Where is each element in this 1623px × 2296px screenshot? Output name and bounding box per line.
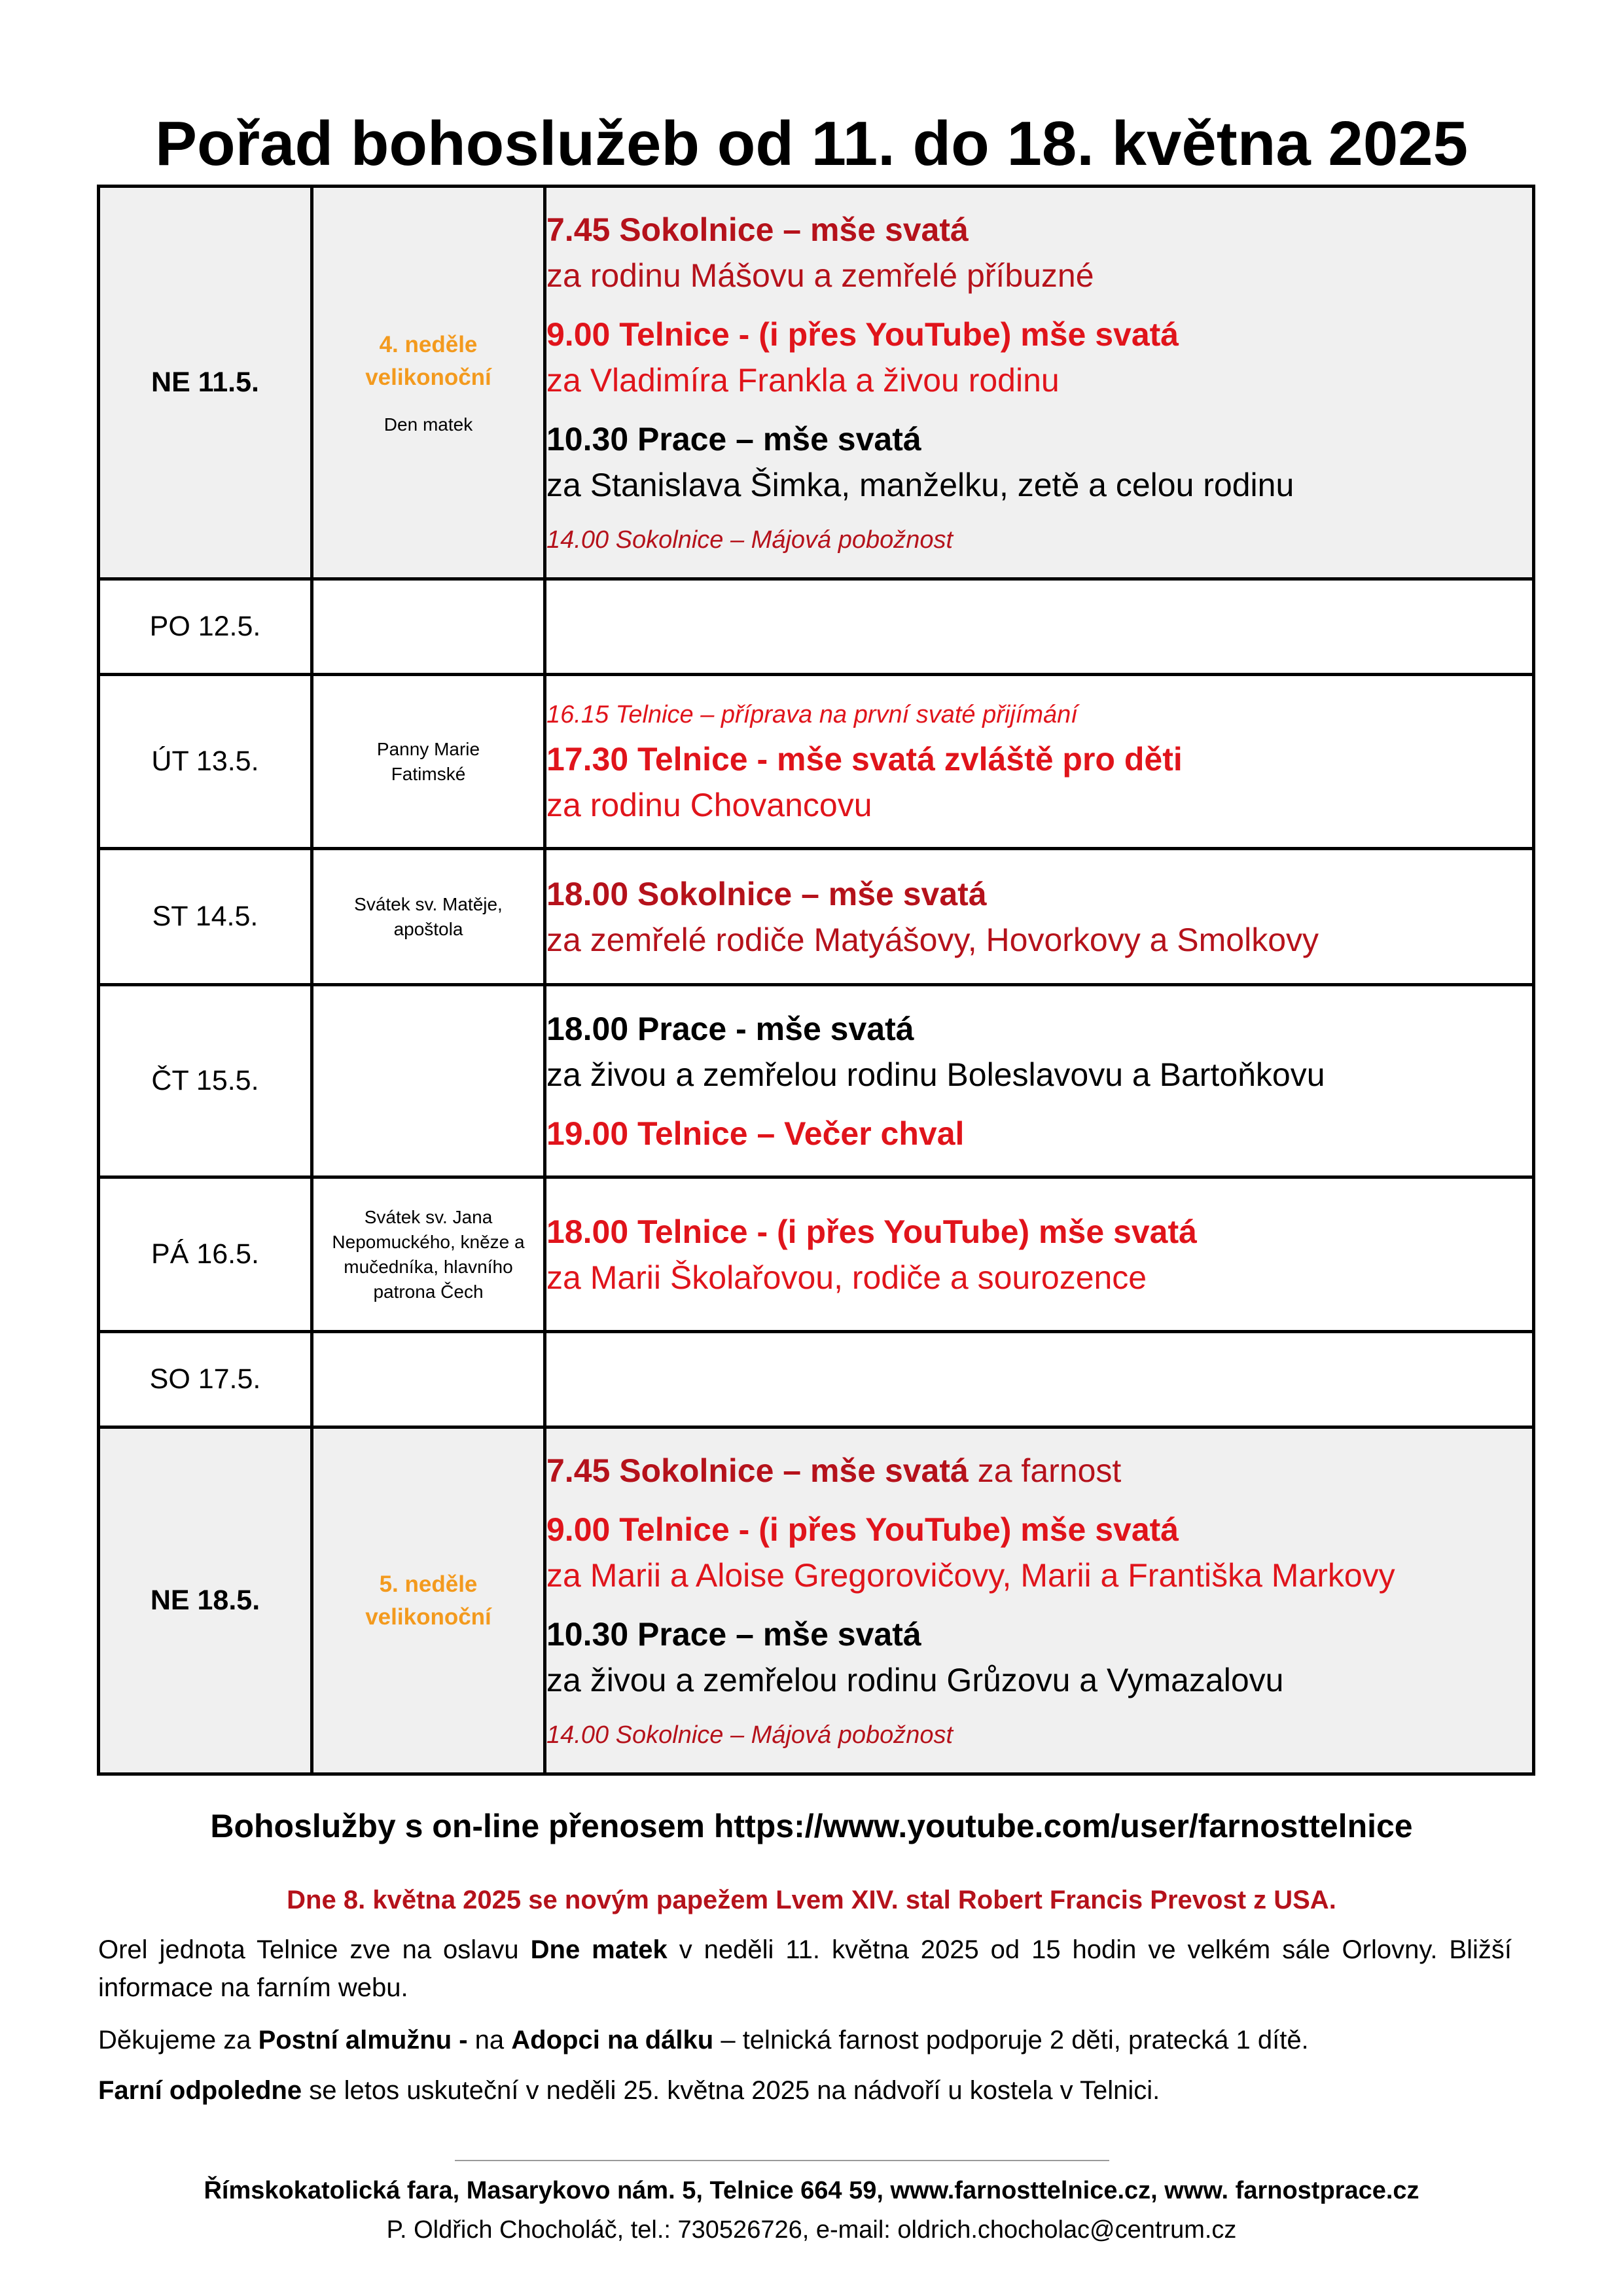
online-broadcast-text: Bohoslužby s on-line přenosem https://www.youtube.com/user/farnosttelnice	[210, 1808, 1413, 1844]
table-row	[99, 849, 1534, 985]
day-cell: ÚT 13.5.	[99, 675, 312, 849]
schedule-table	[97, 185, 1535, 1776]
events-cell	[545, 1177, 1534, 1332]
feast-name: Svátek sv. Jana Nepomuckého, kněze a mučedníka, hlavního patrona Čech	[332, 1206, 525, 1302]
day-cell: NE 11.5.	[99, 187, 312, 579]
event-note: 14.00 Sokolnice – Májová pobožnost	[546, 526, 954, 554]
day-cell: ČT 15.5.	[99, 985, 312, 1177]
events-cell	[545, 675, 1534, 849]
event-intention: za rodinu Mášovu a zemřelé příbuzné	[546, 257, 1094, 294]
events-cell	[545, 579, 1534, 675]
table-row	[99, 579, 1534, 675]
event-heading: 9.00 Telnice - (i přes YouTube) mše svatá	[546, 1511, 1179, 1548]
day-cell: SO 17.5.	[99, 1332, 312, 1427]
event	[546, 1111, 1532, 1157]
event-heading: 18.00 Sokolnice – mše svatá	[546, 875, 987, 912]
page-title: Pořad bohoslužeb od 11. do 18. května 2025	[155, 109, 1468, 179]
event	[546, 1448, 1532, 1494]
event-intention: za farnost	[977, 1452, 1122, 1489]
event-intention: za Marii a Aloise Gregorovičovy, Marii a Františka Markovy	[546, 1556, 1395, 1594]
event-heading: 10.30 Prace – mše svatá	[546, 420, 921, 457]
events-cell	[545, 985, 1534, 1177]
feast-cell	[312, 675, 545, 849]
feast-name: 5. neděle velikonoční	[365, 1571, 491, 1630]
event-heading: 9.00 Telnice - (i přes YouTube) mše svatá	[546, 315, 1179, 353]
event	[546, 1006, 1532, 1098]
footer-divider	[455, 2160, 1109, 2161]
event	[546, 312, 1532, 403]
event	[546, 736, 1532, 828]
event-intention: za rodinu Chovancovu	[546, 786, 872, 823]
event-intention: za Marii Školařovou, rodiče a sourozence	[546, 1259, 1147, 1296]
event-heading: 7.45 Sokolnice – mše svatá za farnost	[546, 1452, 1122, 1489]
feast-cell	[312, 579, 545, 675]
event	[546, 521, 1532, 559]
announcement-paragraph: Děkujeme za Postní almužnu - na Adopci na dálku – telnická farnost podporuje 2 děti, pratecká 1 dítě.	[98, 2026, 1309, 2054]
event-intention: za Stanislava Šimka, manželku, zetě a celou rodinu	[546, 466, 1294, 503]
feast-cell	[312, 849, 545, 985]
feast-cell	[312, 187, 545, 579]
events-cell	[545, 1332, 1534, 1427]
table-row	[99, 1427, 1534, 1774]
day-cell: PÁ 16.5.	[99, 1177, 312, 1332]
event-heading: 7.45 Sokolnice – mše svatá	[546, 211, 969, 248]
event-heading: 19.00 Telnice – Večer chval	[546, 1115, 965, 1152]
events-cell	[545, 849, 1534, 985]
event-intention: za Vladimíra Frankla a živou rodinu	[546, 361, 1060, 399]
event	[546, 416, 1532, 508]
feast-cell	[312, 1427, 545, 1774]
table-row	[99, 1177, 1534, 1332]
event-heading: 17.30 Telnice - mše svatá zvláště pro děti	[546, 740, 1183, 778]
event	[546, 1716, 1532, 1754]
footer-contact: P. Oldřich Chocholáč, tel.: 730526726, e-mail: oldrich.chocholac@centrum.cz	[386, 2216, 1237, 2244]
event	[546, 1611, 1532, 1703]
event	[546, 696, 1532, 734]
news-headline: Dne 8. května 2025 se novým papežem Lvem XIV. stal Robert Francis Prevost z USA.	[287, 1886, 1336, 1914]
events-cell	[545, 187, 1534, 579]
table-row	[99, 985, 1534, 1177]
announcement-paragraph: Farní odpoledne se letos uskuteční v neděli 25. května 2025 na nádvoří u kostela v Telnici.	[98, 2076, 1160, 2105]
event	[546, 207, 1532, 298]
feast-cell	[312, 1332, 545, 1427]
event	[546, 1507, 1532, 1598]
event-note: 16.15 Telnice – příprava na první svaté přijímání	[546, 700, 1078, 728]
event-intention: za zemřelé rodiče Matyášovy, Hovorkovy a Smolkovy	[546, 921, 1319, 958]
event	[546, 1209, 1532, 1300]
events-cell	[545, 1427, 1534, 1774]
feast-cell	[312, 985, 545, 1177]
event-note: 14.00 Sokolnice – Májová pobožnost	[546, 1721, 954, 1749]
event	[546, 871, 1532, 963]
feast-name: Panny Marie Fatimské	[376, 738, 480, 784]
day-cell: PO 12.5.	[99, 579, 312, 675]
event-heading: 18.00 Prace - mše svatá	[546, 1010, 914, 1047]
table-row	[99, 187, 1534, 579]
table-row	[99, 1332, 1534, 1427]
event-intention: za živou a zemřelou rodinu Boleslavovu a Bartoňkovu	[546, 1056, 1325, 1093]
announcement-paragraph: Orel jednota Telnice zve na oslavu Dne matek v neděli 11. května 2025 od 15 hodin ve velkém sále Orlovny. Bližší informace na farním webu.	[98, 1935, 1512, 2002]
event-intention: za živou a zemřelou rodinu Grůzovu a Vymazalovu	[546, 1661, 1284, 1698]
feast-subtitle: Den matek	[383, 414, 473, 435]
feast-name: 4. neděle velikonoční	[365, 331, 491, 390]
event-heading: 18.00 Telnice - (i přes YouTube) mše svatá	[546, 1213, 1197, 1250]
day-cell: ST 14.5.	[99, 849, 312, 985]
feast-cell	[312, 1177, 545, 1332]
table-row	[99, 675, 1534, 849]
feast-name: Svátek sv. Matěje, apoštola	[354, 893, 503, 939]
event-heading: 10.30 Prace – mše svatá	[546, 1615, 921, 1653]
footer-address: Římskokatolická fara, Masarykovo nám. 5, Telnice 664 59, www.farnosttelnice.cz, www. farnostprace.cz	[204, 2177, 1419, 2204]
day-cell: NE 18.5.	[99, 1427, 312, 1774]
